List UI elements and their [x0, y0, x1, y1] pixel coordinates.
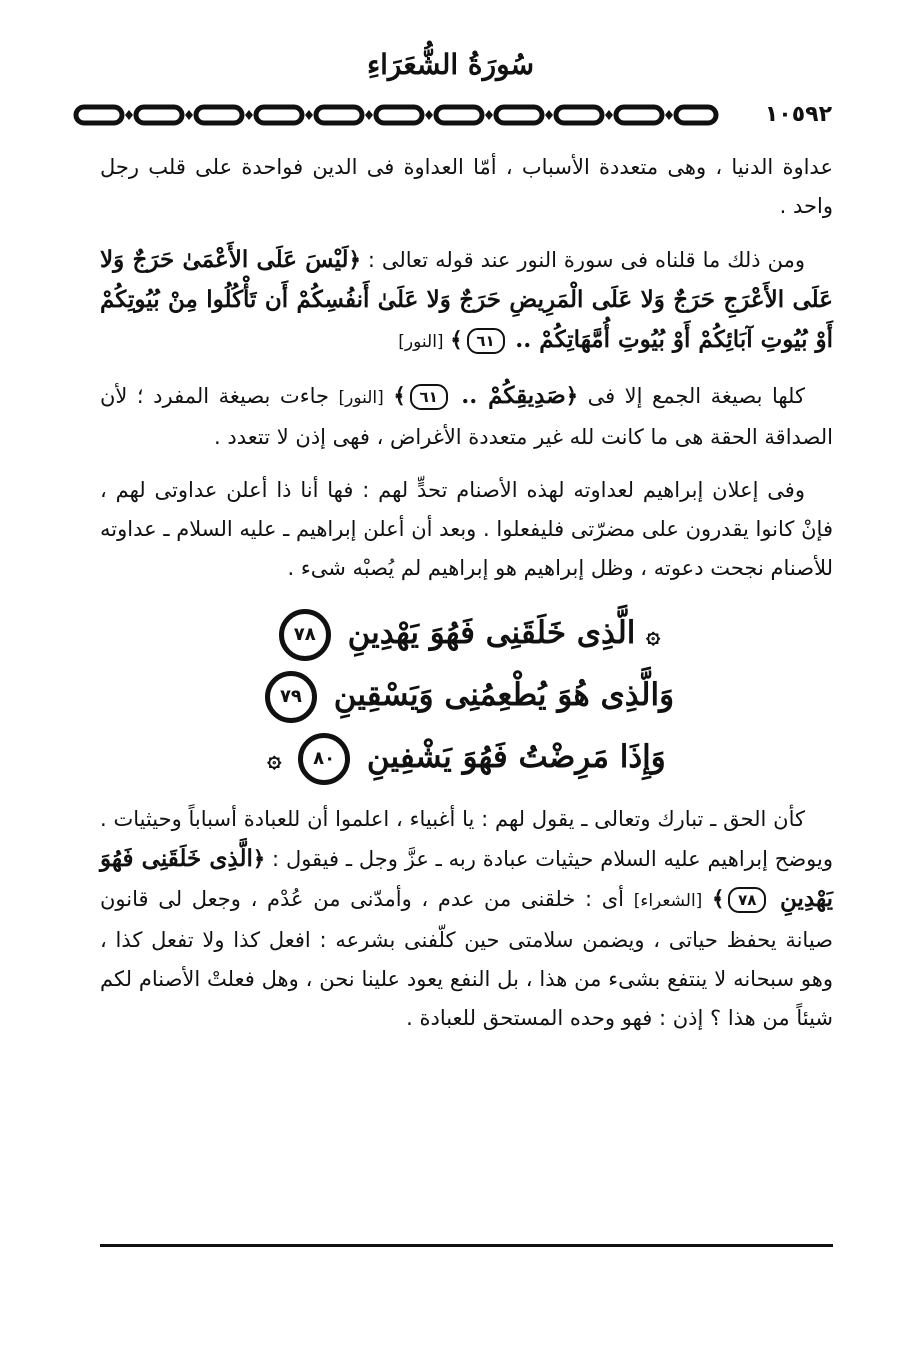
page-number — [712, 98, 832, 132]
verse-ornament-end-icon: ۞ — [267, 743, 282, 773]
verse-line-80 — [100, 726, 833, 788]
surah-reference: [الشعراء] — [633, 891, 703, 911]
page-number-value: ١٠٥٩٢ — [764, 102, 832, 127]
paragraph-1: عداوة الدنيا ، وهى متعددة الأسباب ، أمّا العداوة فى الدين فواحدة على قلب رجل واحد . — [100, 155, 833, 218]
quran-open-bracket: ﴿ — [252, 846, 266, 871]
verse-text: وَإِذَا مَرِضْتُ فَهُوَ يَشْفِينِ — [366, 739, 666, 775]
verses-block — [100, 602, 833, 788]
verse-text: وَالَّذِى هُوَ يُطْعِمُنِى وَيَسْقِينِ — [333, 677, 675, 713]
quran-open-bracket: ﴿ — [348, 247, 361, 272]
ayah-number-badge: ٦١ — [410, 384, 448, 410]
paragraph-2 — [100, 240, 833, 362]
quran-quote-annur: لَيْسَ عَلَى الأَعْمَىٰ حَرَجٌ وَلا عَلَى الأَعْرَجِ حَرَجٌ وَلا عَلَى الْمَرِيضِ حَرَجٌ وَلا عَلَىٰ أَنفُسِكُمْ أَن تَأْكُلُوا مِنْ بُيُوتِكُمْ أَوْ بُيُوتِ آبَائِكُمْ أَوْ بُيُوتِ أُمَّهَاتِكُمْ .. — [100, 246, 833, 353]
paragraph-3-intro: كلها بصيغة الجمع إلا فى — [587, 384, 805, 408]
quran-close-bracket: ﴾ — [712, 886, 725, 911]
quran-quote-alladhi: الَّذِى خَلَقَنِى فَهُوَ يَهْدِينِ — [100, 845, 833, 912]
verse-ornament-start-icon: ۞ — [646, 619, 661, 649]
verse-number-badge: ٧٨ — [279, 609, 331, 661]
page-header — [70, 98, 832, 132]
surah-title: سُورَةُ الشُّعَرَاءِ — [366, 48, 535, 81]
paragraph-5-part2: أى : خلقنى من عدم ، وأمدّنى من عُدْم ، وجعل لى قانون صيانة يحفظ حياتى ، ويضمن سلامتى حين كلّفنى بشرعه : افعل كذا ولا تفعل كذا ، وهو سبحانه لا ينتفع بشىء من هذا ، بل النفع يعود علينا نحن ، وهل فعلتْ الأصنام لكم شيئاً من هذا ؟ إذن : فهو وحده المستحق للعبادة . — [100, 887, 833, 1030]
surah-reference: [النور] — [338, 388, 384, 408]
verse-line-78 — [100, 602, 833, 664]
verse-text: الَّذِى خَلَقَنِى فَهُوَ يَهْدِينِ — [347, 615, 636, 651]
paragraph-2-intro: ومن ذلك ما قلناه فى سورة النور عند قوله تعالى : — [367, 248, 805, 272]
footer-divider — [100, 1244, 833, 1247]
ayah-number-badge: ٧٨ — [728, 887, 766, 913]
paragraph-3-rest: جاءت بصيغة المفرد ؛ لأن الصداقة الحقة هى ما كانت لله غير متعددة الأغراض ، فهى إذن لا تتعدد . — [100, 384, 833, 449]
verse-number-badge: ٧٩ — [265, 671, 317, 723]
verse-line-79 — [100, 664, 833, 726]
paragraph-5-part1: كأن الحق ـ تبارك وتعالى ـ يقول لهم : يا أغبياء ، اعلموا أن للعبادة أسباباً وحيثيات . ويوضح إبراهيم عليه السلام حيثيات عبادة ربه ـ عزَّ وجل ـ فيقول : — [100, 807, 833, 871]
paragraph-3 — [100, 376, 833, 457]
surah-reference: [النور] — [398, 332, 444, 352]
ornamental-border-icon — [70, 102, 720, 128]
verse-number-badge: ٨٠ — [298, 733, 350, 785]
quran-quote-sadiqikum: صَدِيقِكُمْ .. — [461, 382, 566, 409]
quran-open-bracket: ﴿ — [565, 383, 579, 408]
page-body — [100, 148, 833, 1052]
quran-close-bracket: ﴾ — [450, 327, 463, 352]
paragraph-4: وفى إعلان إبراهيم لعداوته لهذه الأصنام تحدٍّ لهم : فها أنا ذا أعلن عداوتى لهم ، فإنْ كانوا يقدرون على مضرّتى فليفعلوا . وبعد أن أعلن إبراهيم ـ عليه السلام ـ عداوته للأصنام نجحت دعوته ، وظل إبراهيم هو إبراهيم لم يُصبْه شىء . — [100, 478, 833, 580]
ayah-number-badge: ٦١ — [467, 328, 505, 354]
paragraph-5 — [100, 800, 833, 1038]
quran-close-bracket: ﴾ — [393, 383, 406, 408]
